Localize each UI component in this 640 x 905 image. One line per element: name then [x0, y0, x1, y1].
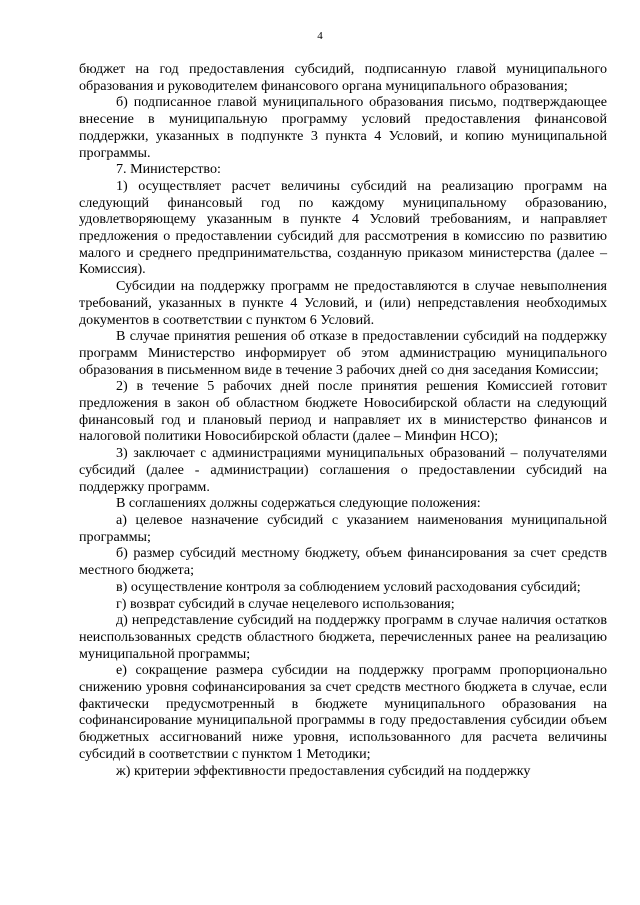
paragraph-g-return: г) возврат субсидий в случае нецелевого использования; [116, 595, 455, 612]
paragraph-7-ministry: 7. Министерство: [116, 161, 221, 178]
document-body [79, 61, 607, 779]
paragraph-v-control: в) осуществление контроля за соблюдением условий расходования субсидий; [116, 578, 581, 595]
paragraph-1-calculation: 1) осуществляет расчет величины субсидий на реализацию программ на следующий финансовый год по каждому муниципальному образованию, удовлетворяющему указанным в пункте 4 Условий требованиям, и направляет предложения о предоставлении субсидий для рассмотрения в комиссию по развитию малого и среднего предпринимательства, созданную приказом министерства (далее – Комиссия). [79, 177, 607, 278]
paragraph-b-amount: б) размер субсидий местному бюджету, объем финансирования за счет средств местного бюджета; [79, 545, 607, 579]
paragraph-2-proposals: 2) в течение 5 рабочих дней после принятия решения Комиссией готовит предложения в закон об областном бюджете Новосибирской области на следующий финансовый год и плановый период и направляет их в министерство финансов и налоговой политики Новосибирской области (далее – Минфин НСО); [79, 378, 607, 445]
paragraph-subsidies-not-provided: Субсидии на поддержку программ не предоставляются в случае невыполнения требований, указанных в пункте 4 Условий, и (или) непредставления необходимых документов в соответствии с пунктом 6 Условий. [79, 278, 607, 328]
page-number: 4 [317, 30, 323, 42]
paragraph-agreement-provisions: В соглашениях должны содержаться следующие положения: [116, 495, 481, 512]
paragraph-refusal: В случае принятия решения об отказе в предоставлении субсидий на поддержку программ Министерство информирует об этом администрацию муниципального образования в письменном виде в течение 3 рабочих дней со дня заседания Комиссии; [79, 328, 607, 378]
paragraph-a-purpose: а) целевое назначение субсидий с указанием наименования муниципальной программы; [79, 511, 607, 545]
paragraph-3-agreements: 3) заключает с администрациями муниципальных образований – получателями субсидий (далее - администрации) соглашения о предоставлении субсидий на поддержку программ. [79, 445, 607, 495]
paragraph-b-letter: б) подписанное главой муниципального образования письмо, подтверждающее внесение в муниципальную программу условий предоставления финансовой поддержки, указанных в подпункте 3 пункта 4 Условий, и копию муниципальной программы. [79, 94, 607, 161]
paragraph-zh-criteria: ж) критерии эффективности предоставления субсидий на поддержку [116, 762, 531, 779]
paragraph-e-reduction: е) сокращение размера субсидии на поддержку программ пропорционально снижению уровня софинансирования за счет средств местного бюджета в случае, если фактически предусмотренный в бюджете муниципального образования на софинансирование муниципальной программы в году предоставления субсидии объем бюджетных ассигнований ниже уровня, использованного для расчета величины субсидий в соответствии с пунктом 1 Методики; [79, 662, 607, 762]
paragraph-d-non-provision: д) непредставление субсидий на поддержку программ в случае наличия остатков неиспользованных средств областного бюджета, перечисленных ранее на реализацию муниципальной программы; [79, 612, 607, 662]
paragraph-budget-signed: бюджет на год предоставления субсидий, подписанную главой муниципального образования и руководителем финансового органа муниципального образования; [79, 61, 607, 94]
